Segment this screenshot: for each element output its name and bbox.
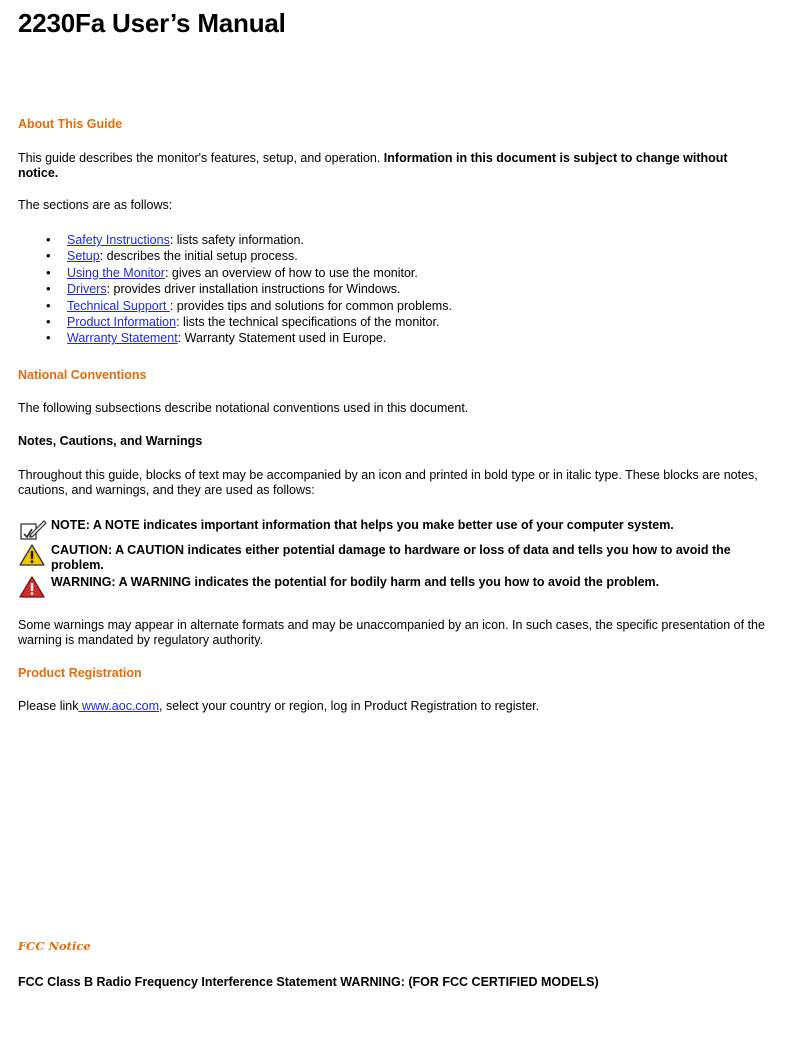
warning-text: WARNING: A WARNING indicates the potential for bodily harm and tells you how to avoid the problem. <box>51 575 660 589</box>
list-item <box>18 248 452 264</box>
list-item <box>18 281 452 297</box>
link-product-information[interactable]: Product Information <box>67 314 177 329</box>
about-intro-bold: Information in this document is subject to change without notice. <box>18 151 728 180</box>
caution-block <box>18 543 768 573</box>
list-item-desc: : gives an overview of how to use the monitor. <box>164 265 418 280</box>
registration-heading: Product Registration <box>18 666 142 680</box>
list-item-desc: : provides tips and solutions for common problems. <box>169 298 452 313</box>
list-item <box>18 298 452 314</box>
aoc-website-link[interactable]: www.aoc.com <box>78 699 160 713</box>
list-item-desc: : describes the initial setup process. <box>99 249 298 264</box>
list-item <box>18 232 452 248</box>
list-item-desc: : lists safety information. <box>169 233 304 247</box>
list-item <box>18 314 452 330</box>
conventions-heading: National Conventions <box>18 368 147 382</box>
note-block <box>18 518 768 538</box>
registration-text-before: Please link <box>18 699 79 713</box>
list-item-desc: : provides driver installation instructions for Windows. <box>106 282 401 297</box>
fcc-statement: FCC Class B Radio Frequency Interference Statement WARNING: (FOR FCC CERTIFIED MODELS) <box>18 975 599 989</box>
about-heading: About This Guide <box>18 117 123 131</box>
conventions-intro: The following subsections describe notational conventions used in this document. <box>18 401 469 415</box>
link-safety-instructions[interactable]: Safety Instructions <box>67 233 170 247</box>
note-pencil-icon <box>18 518 48 546</box>
link-setup[interactable]: Setup <box>67 249 100 264</box>
page-title: 2230Fa User’s Manual <box>18 8 286 38</box>
fcc-heading: FCC Notice <box>18 939 91 953</box>
warning-block <box>18 575 768 599</box>
warning-triangle-icon <box>18 575 46 603</box>
alternate-warnings-text: Some warnings may appear in alternate formats and may be unaccompanied by an icon. In such cases, the specific presentation of the warning is mandated by regulatory authority. <box>18 618 765 647</box>
list-item <box>18 265 452 281</box>
list-item-desc: : Warranty Statement used in Europe. <box>177 331 387 346</box>
notes-subheading: Notes, Cautions, and Warnings <box>18 434 203 448</box>
registration-text <box>18 699 768 714</box>
caution-text: CAUTION: A CAUTION indicates either potential damage to hardware or loss of data and tells you how to avoid the problem. <box>51 543 731 572</box>
about-intro-plain: This guide describes the monitor's features, setup, and operation. <box>18 151 384 165</box>
link-warranty-statement[interactable]: Warranty Statement <box>67 331 178 346</box>
section-list <box>18 232 452 347</box>
list-item-desc: : lists the technical specifications of the monitor. <box>176 314 440 329</box>
link-technical-support[interactable]: Technical Support <box>67 298 170 313</box>
link-using-the-monitor[interactable]: Using the Monitor <box>67 265 165 280</box>
conventions-body: Throughout this guide, blocks of text may be accompanied by an icon and printed in bold type or in italic type. These blocks are notes, cautions, and warnings, and they are used as follows: <box>18 468 758 497</box>
list-item <box>18 330 452 346</box>
about-intro <box>18 151 753 181</box>
link-drivers[interactable]: Drivers <box>67 282 107 297</box>
registration-text-after: , select your country or region, log in Product Registration to register. <box>159 699 540 713</box>
sections-intro: The sections are as follows: <box>18 198 173 212</box>
note-text: NOTE: A NOTE indicates important information that helps you make better use of your computer system. <box>51 518 674 532</box>
caution-triangle-icon <box>18 543 46 571</box>
